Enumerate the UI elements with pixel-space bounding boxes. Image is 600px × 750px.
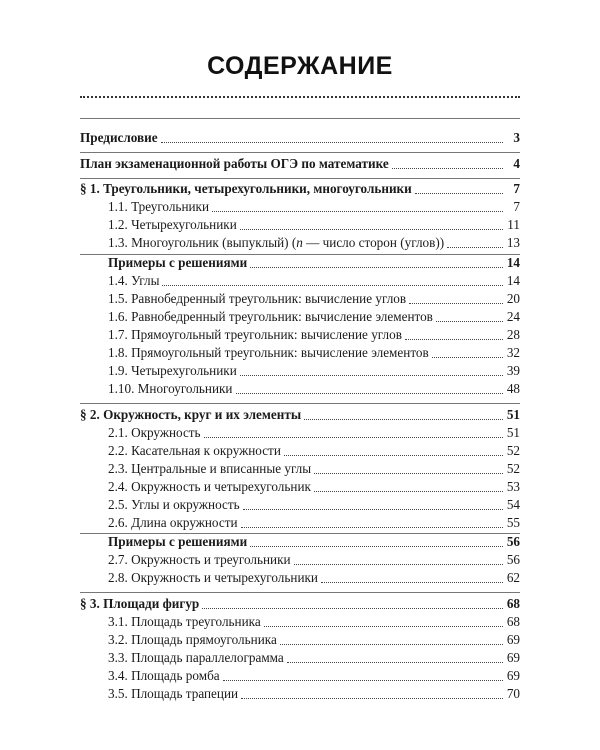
toc-label: 2.8. Окружность и четырехугольники bbox=[108, 570, 318, 585]
toc-label-part: 1.3. Многоугольник (выпуклый) ( bbox=[108, 235, 297, 250]
toc-label: 1.7. Прямоугольный треугольник: вычисление углов bbox=[108, 327, 402, 342]
leader-dots bbox=[280, 644, 503, 645]
toc-label: 1.2. Четырехугольники bbox=[108, 217, 237, 232]
toc-page-number: 69 bbox=[506, 668, 520, 683]
leader-dots bbox=[241, 698, 503, 699]
toc-label: 3.1. Площадь треугольника bbox=[108, 614, 261, 629]
separator-line bbox=[80, 118, 520, 119]
toc-page-number: 55 bbox=[506, 515, 520, 530]
toc-label: 3.5. Площадь трапеции bbox=[108, 686, 239, 701]
leader-dots bbox=[314, 491, 503, 492]
toc-entry[interactable] bbox=[108, 234, 520, 252]
toc-label: 3.2. Площадь прямоугольника bbox=[108, 632, 277, 647]
toc-label: Примеры с решениями bbox=[108, 534, 248, 549]
toc-label: 2.1. Окружность bbox=[108, 425, 201, 440]
toc-entry[interactable] bbox=[108, 514, 520, 532]
leader-dots bbox=[240, 229, 503, 230]
leader-dots bbox=[447, 247, 503, 248]
leader-dots bbox=[392, 168, 503, 169]
toc-entry-examples[interactable] bbox=[108, 254, 520, 272]
leader-dots bbox=[240, 375, 503, 376]
toc-label: 1.9. Четырехугольники bbox=[108, 363, 237, 378]
toc-page-number: 3 bbox=[513, 130, 520, 145]
toc-label: План экзаменационной работы ОГЭ по математике bbox=[80, 156, 389, 171]
toc-label: 1.4. Углы bbox=[108, 273, 160, 288]
toc-label: 2.6. Длина окружности bbox=[108, 515, 238, 530]
toc-entry[interactable] bbox=[108, 551, 520, 569]
leader-dots bbox=[415, 193, 503, 194]
separator-line bbox=[80, 403, 520, 404]
toc-entry[interactable] bbox=[108, 216, 520, 234]
toc-page-number: 14 bbox=[506, 255, 520, 270]
toc-entry[interactable] bbox=[108, 478, 520, 496]
toc-entry[interactable] bbox=[108, 613, 520, 631]
page-title: СОДЕРЖАНИЕ bbox=[207, 52, 393, 80]
toc-entry-section-3[interactable] bbox=[80, 595, 520, 613]
toc-entry[interactable] bbox=[108, 380, 520, 398]
toc-entry[interactable] bbox=[108, 362, 520, 380]
toc-page-number: 51 bbox=[506, 407, 520, 422]
toc-label: 2.7. Окружность и треугольники bbox=[108, 552, 291, 567]
toc-page-number: 11 bbox=[507, 217, 520, 232]
toc-entry[interactable] bbox=[108, 496, 520, 514]
toc-entry[interactable] bbox=[108, 326, 520, 344]
toc-entry-exam-plan[interactable] bbox=[80, 155, 520, 173]
leader-dots bbox=[250, 546, 503, 547]
toc-label: 1.6. Равнобедренный треугольник: вычисление элементов bbox=[108, 309, 433, 324]
leader-dots bbox=[432, 357, 503, 358]
toc-entry[interactable] bbox=[108, 290, 520, 308]
leader-dots bbox=[321, 582, 503, 583]
toc-label bbox=[108, 234, 444, 252]
toc-page-number: 28 bbox=[506, 327, 520, 342]
toc-entry[interactable] bbox=[108, 649, 520, 667]
toc-page-number: 13 bbox=[506, 235, 520, 250]
toc-page-number: 52 bbox=[506, 443, 520, 458]
toc-page-number: 7 bbox=[513, 181, 520, 196]
toc-page-number: 69 bbox=[506, 650, 520, 665]
leader-dots bbox=[236, 393, 504, 394]
toc-page-number: 39 bbox=[506, 363, 520, 378]
toc-label: § 2. Окружность, круг и их элементы bbox=[80, 407, 302, 422]
toc-entry[interactable] bbox=[108, 460, 520, 478]
leader-dots bbox=[204, 437, 503, 438]
toc-page-number: 62 bbox=[506, 570, 520, 585]
toc-entry[interactable] bbox=[108, 569, 520, 587]
toc-page-number: 7 bbox=[513, 199, 520, 214]
leader-dots bbox=[284, 455, 503, 456]
toc-page-number: 20 bbox=[506, 291, 520, 306]
toc-entry[interactable] bbox=[108, 308, 520, 326]
toc-label: 3.4. Площадь ромба bbox=[108, 668, 220, 683]
toc-entry[interactable] bbox=[108, 631, 520, 649]
leader-dots bbox=[223, 680, 503, 681]
toc-page-number: 54 bbox=[506, 497, 520, 512]
toc-entry-preface[interactable] bbox=[80, 129, 520, 147]
toc-label: 1.1. Треугольники bbox=[108, 199, 210, 214]
leader-dots bbox=[202, 608, 503, 609]
toc-page-number: 68 bbox=[506, 614, 520, 629]
leader-dots bbox=[409, 303, 503, 304]
leader-dots bbox=[250, 267, 503, 268]
toc-label: 1.5. Равнобедренный треугольник: вычисление углов bbox=[108, 291, 407, 306]
toc-page-number: 69 bbox=[506, 632, 520, 647]
leader-dots bbox=[212, 211, 503, 212]
toc-label: 1.8. Прямоугольный треугольник: вычисление элементов bbox=[108, 345, 429, 360]
toc-entry-section-1[interactable] bbox=[80, 180, 520, 198]
toc-entry[interactable] bbox=[108, 198, 520, 216]
toc-label-part: — число сторон (углов)) bbox=[302, 235, 445, 250]
toc-label: 2.2. Касательная к окружности bbox=[108, 443, 281, 458]
toc-entry-section-2[interactable] bbox=[80, 406, 520, 424]
leader-dots bbox=[436, 321, 503, 322]
leader-dots bbox=[314, 473, 503, 474]
leader-dots bbox=[243, 509, 503, 510]
separator-line bbox=[80, 152, 520, 153]
toc-label: 2.3. Центральные и вписанные углы bbox=[108, 461, 312, 476]
toc-page-number: 4 bbox=[513, 156, 520, 171]
leader-dots bbox=[287, 662, 503, 663]
leader-dots bbox=[241, 527, 503, 528]
toc-entry[interactable] bbox=[108, 424, 520, 442]
math-variable-n: n bbox=[296, 235, 303, 250]
toc-entry[interactable] bbox=[108, 442, 520, 460]
title-dotted-rule bbox=[80, 96, 520, 98]
toc-page-number: 51 bbox=[506, 425, 520, 440]
toc-page-number: 56 bbox=[506, 534, 520, 549]
toc-page-number: 32 bbox=[506, 345, 520, 360]
toc-page-number: 52 bbox=[506, 461, 520, 476]
toc-entry[interactable] bbox=[108, 667, 520, 685]
leader-dots bbox=[162, 285, 503, 286]
toc-page-number: 68 bbox=[506, 596, 520, 611]
toc-label: 1.10. Многоугольники bbox=[108, 381, 233, 396]
toc-page-number: 48 bbox=[506, 381, 520, 396]
toc-page-number: 56 bbox=[506, 552, 520, 567]
toc-entry-examples[interactable] bbox=[108, 533, 520, 551]
toc-page-number: 53 bbox=[506, 479, 520, 494]
leader-dots bbox=[161, 142, 503, 143]
toc-label: § 1. Треугольники, четырехугольники, многоугольники bbox=[80, 181, 412, 196]
separator-line bbox=[80, 592, 520, 593]
toc-label: 2.5. Углы и окружность bbox=[108, 497, 240, 512]
toc-page-number: 70 bbox=[506, 686, 520, 701]
toc-label: 2.4. Окружность и четырехугольник bbox=[108, 479, 311, 494]
toc-page-number: 14 bbox=[506, 273, 520, 288]
toc-label: 3.3. Площадь параллелограмма bbox=[108, 650, 284, 665]
leader-dots bbox=[264, 626, 503, 627]
toc-label: § 3. Площади фигур bbox=[80, 596, 200, 611]
toc-entry[interactable] bbox=[108, 344, 520, 362]
leader-dots bbox=[405, 339, 503, 340]
toc-entry[interactable] bbox=[108, 685, 520, 703]
leader-dots bbox=[294, 564, 503, 565]
toc-entry[interactable] bbox=[108, 272, 520, 290]
separator-line bbox=[80, 178, 520, 179]
toc-label: Предисловие bbox=[80, 130, 158, 145]
toc-page-number: 24 bbox=[506, 309, 520, 324]
toc-label: Примеры с решениями bbox=[108, 255, 248, 270]
leader-dots bbox=[304, 419, 503, 420]
